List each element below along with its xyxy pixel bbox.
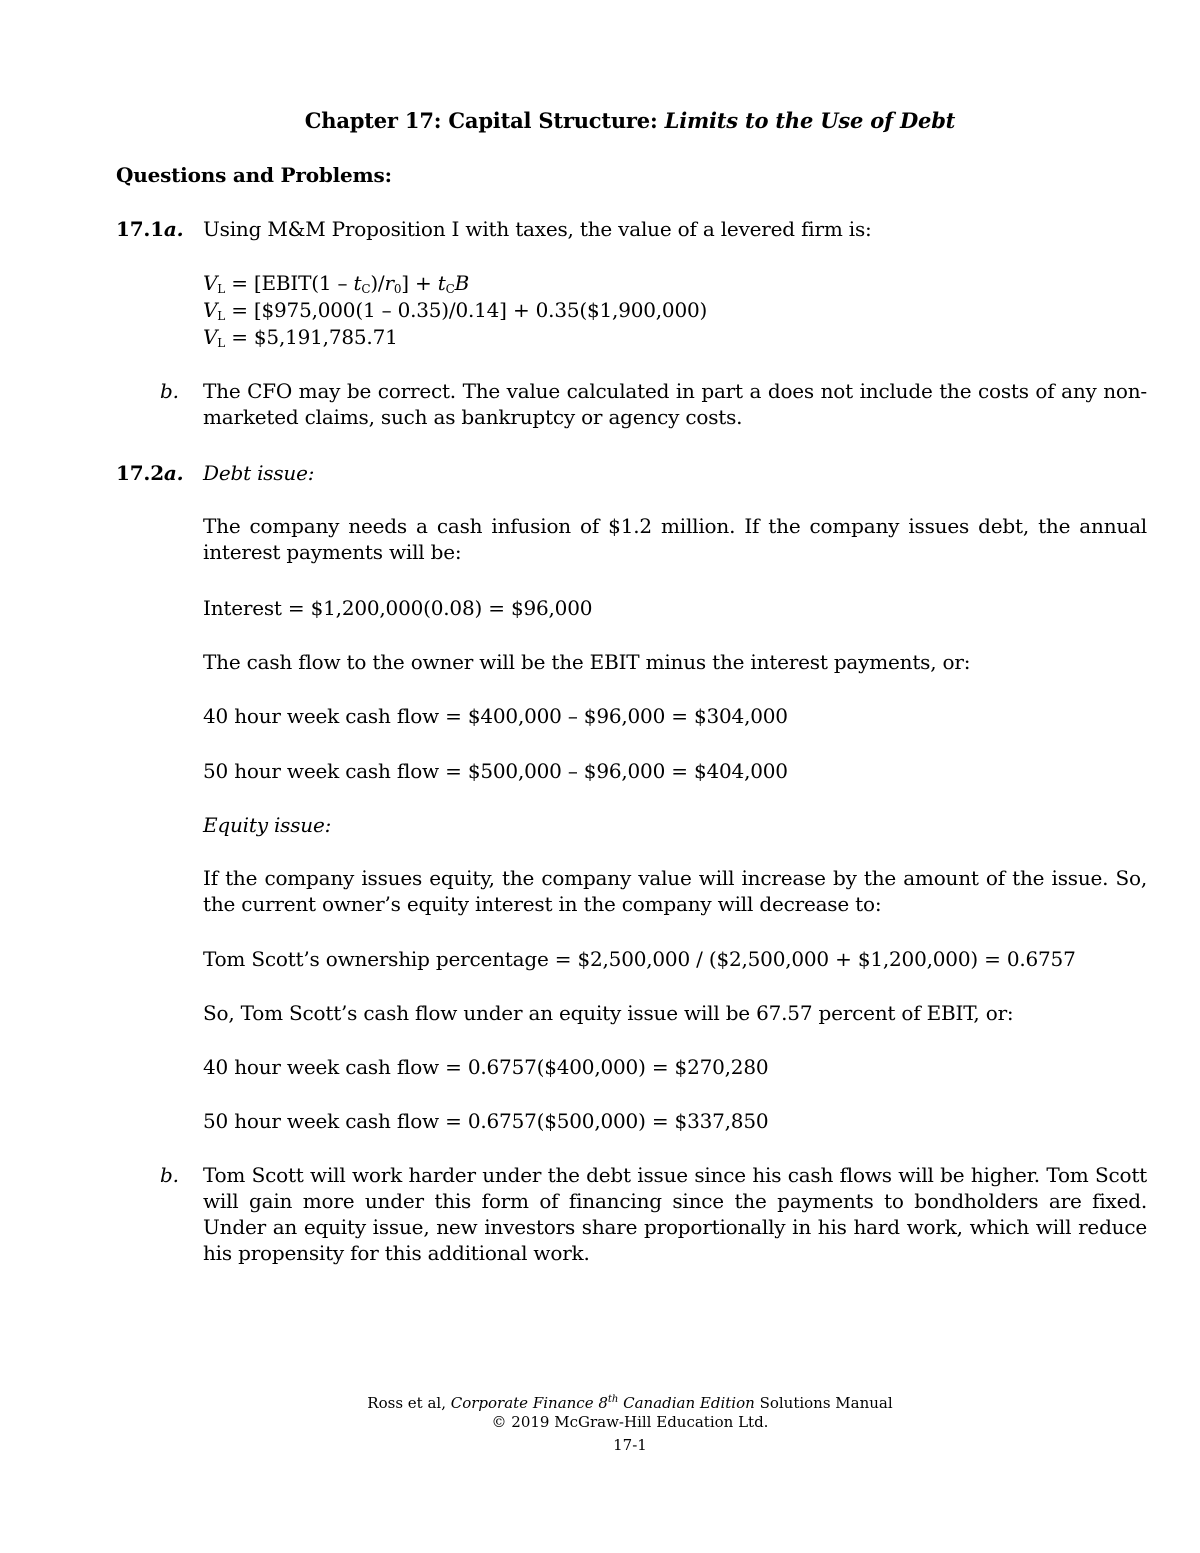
page-title-italic: Limits to the Use of Debt — [664, 108, 956, 133]
q17-1-answer-b: The CFO may be correct. The value calculated in part a does not include the costs of any non-marketed claims, such as bankruptcy or agency costs. — [203, 379, 1147, 429]
q17-1-part-b-label: b. — [160, 379, 179, 403]
debt-issue-text: The company needs a cash infusion of $1.2 million. If the company issues debt, the annual interest payments will be: — [203, 514, 1147, 564]
debt-50-hour-cashflow: 50 hour week cash flow = $500,000 – $96,000 = $404,000 — [203, 759, 788, 783]
interest-equation: Interest = $1,200,000(0.08) = $96,000 — [203, 596, 593, 620]
q17-1-intro: Using M&M Proposition I with taxes, the value of a levered firm is: — [203, 217, 872, 241]
page-number: 17-1 — [613, 1436, 647, 1454]
ownership-percentage: Tom Scott’s ownership percentage = $2,500,000 / ($2,500,000 + $1,200,000) = 0.6757 — [203, 947, 1076, 971]
footer-copyright: © 2019 McGraw-Hill Education Ltd. — [491, 1413, 769, 1431]
equity-50-hour-cashflow: 50 hour week cash flow = 0.6757($500,000) = $337,850 — [203, 1109, 769, 1133]
question-number-17-2: 17.2a. — [116, 461, 184, 485]
equity-issue-text: If the company issues equity, the company value will increase by the amount of the issue. So, the current owner’s equity interest in the company will decrease to: — [203, 866, 1147, 916]
q17-2-part-b-label: b. — [160, 1163, 179, 1187]
debt-40-hour-cashflow: 40 hour week cash flow = $400,000 – $96,000 = $304,000 — [203, 704, 788, 728]
cashflow-text: The cash flow to the owner will be the EBIT minus the interest payments, or: — [203, 650, 971, 674]
equity-issue-heading: Equity issue: — [203, 813, 332, 837]
q17-1-equation-3: $V_L$ = $5,191,785.71 — [203, 325, 398, 350]
q17-1-equation-2: $V_L$ = [$975,000(1 – 0.35)/0.14] + 0.35($1,900,000) — [203, 298, 708, 323]
section-heading: Questions and Problems: — [116, 163, 392, 187]
equity-40-hour-cashflow: 40 hour week cash flow = 0.6757($400,000) = $270,280 — [203, 1055, 769, 1079]
footer-citation: Ross et al, Corporate Finance 8th Canadian Edition Solutions Manual — [367, 1394, 893, 1412]
equity-cashflow-text: So, Tom Scott’s cash flow under an equity issue will be 67.57 percent of EBIT, or: — [203, 1001, 1014, 1025]
debt-issue-heading: Debt issue: — [203, 461, 315, 485]
page-title: Chapter 17: Capital Structure: Limits to the Use of Debt — [304, 108, 956, 133]
q17-2-answer-b: Tom Scott will work harder under the debt issue since his cash flows will be higher. Tom Scott will gain more under this form of financing since the payments to bondholders are fixed. Under an equity issue, new investors share proportionally in his hard work, which will reduce his propensity for this additional work. — [203, 1163, 1147, 1265]
q17-1-equation-1: $V_L$ = [EBIT(1 – $t_C)/r_0] + t_CB$ — [203, 271, 470, 296]
question-number-17-1: 17.1a. — [116, 217, 184, 241]
